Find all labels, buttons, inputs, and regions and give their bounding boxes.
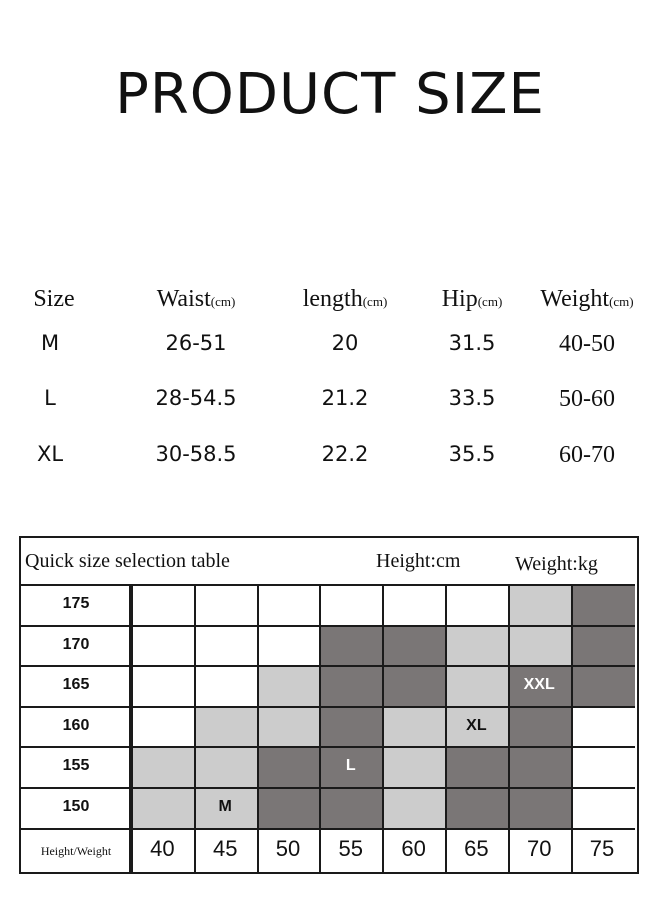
- weight-col-label: 55: [338, 835, 364, 861]
- size-label-m: M: [218, 798, 232, 815]
- size-grid-cell: [445, 746, 510, 789]
- header-label: Hip: [441, 286, 478, 312]
- size-grid-cell: [445, 665, 510, 708]
- size-grid-cell: [445, 625, 510, 668]
- header-unit: (cm): [477, 294, 503, 309]
- size-label-l: L: [345, 757, 356, 775]
- size-grid-cell: [508, 787, 573, 830]
- size-grid-cell: [194, 584, 259, 627]
- size-grid-cell: [508, 746, 573, 789]
- row-label-cell: [19, 706, 131, 749]
- size-grid-cell: [382, 665, 447, 708]
- header-size: [33, 286, 74, 313]
- size-cell-weight: 40-50: [559, 331, 615, 357]
- size-cell-length: 21.2: [321, 386, 369, 410]
- height-row-label: 165: [62, 676, 90, 694]
- weight-col-label: 70: [526, 835, 552, 861]
- size-grid-cell: [257, 665, 322, 708]
- size-grid-cell: [257, 787, 322, 830]
- header-weight: [540, 286, 633, 313]
- size-grid-cell: [445, 584, 510, 627]
- quick-table-title: Quick size selection table: [25, 550, 230, 572]
- weight-col-label: 75: [589, 835, 615, 861]
- size-grid-cell: [571, 584, 636, 627]
- quick-size-table: [19, 536, 639, 874]
- size-grid-cell: [319, 584, 384, 627]
- height-row-label: 175: [62, 595, 90, 612]
- size-grid-cell: [131, 706, 196, 749]
- height-row-label: 170: [62, 635, 90, 653]
- row-label-cell: [19, 584, 131, 627]
- weight-col-label: 60: [401, 835, 426, 861]
- size-grid-cell: [382, 706, 447, 749]
- size-grid-cell: [257, 706, 322, 749]
- size-cell-waist: 28-54.5: [155, 386, 237, 410]
- height-row-label: 160: [62, 716, 90, 734]
- height-unit-label: Height:cm: [376, 550, 461, 572]
- weight-col-label: 40: [150, 835, 175, 861]
- size-cell-waist: 30-58.5: [155, 442, 237, 466]
- header-label: Waist: [156, 286, 211, 312]
- header-waist: [157, 286, 236, 313]
- page-title: PRODUCT SIZE: [115, 62, 545, 127]
- size-grid-cell: [319, 787, 384, 830]
- size-grid-cell: [257, 746, 322, 789]
- size-cell-size: L: [44, 386, 56, 410]
- size-grid-cell: [571, 625, 636, 668]
- header-label: length: [302, 286, 363, 312]
- size-grid-cell: [571, 706, 636, 749]
- row-label-cell: [19, 787, 131, 830]
- size-cell-hip: 35.5: [448, 442, 496, 466]
- size-grid-cell: [508, 625, 573, 668]
- corner-label: Height/Weight: [40, 843, 112, 858]
- size-grid-cell: [131, 665, 196, 708]
- size-grid-cell: [257, 584, 322, 627]
- weight-col-label: 45: [212, 835, 238, 861]
- size-grid-cell: [131, 787, 196, 830]
- header-unit: (cm): [362, 294, 388, 309]
- size-grid-cell: [508, 706, 573, 749]
- weight-col-label: 50: [275, 835, 301, 861]
- size-grid-cell: [257, 625, 322, 668]
- header-label: Size: [33, 286, 75, 312]
- size-grid-cell: [194, 706, 259, 749]
- size-cell-size: XL: [36, 442, 64, 466]
- height-row-label: 150: [62, 798, 90, 815]
- size-cell-weight: 50-60: [559, 386, 615, 412]
- size-grid-cell: [194, 665, 259, 708]
- size-grid-cell: [194, 625, 259, 668]
- size-grid-cell: [382, 746, 447, 789]
- size-cell-weight: 60-70: [559, 442, 615, 468]
- row-label-cell: [19, 746, 131, 789]
- size-cell-length: 20: [331, 331, 359, 355]
- size-grid-cell: [319, 665, 384, 708]
- size-cell-hip: 31.5: [448, 331, 496, 355]
- size-grid-cell: [382, 584, 447, 627]
- row-label-cell: [19, 665, 131, 708]
- size-grid-cell: [508, 584, 573, 627]
- size-cell-size: M: [40, 331, 60, 355]
- header-unit: (cm): [609, 294, 634, 309]
- size-grid-cell: [571, 665, 636, 708]
- size-grid-cell: [131, 746, 196, 789]
- size-cell-hip: 33.5: [448, 386, 496, 410]
- weight-col-label: 65: [464, 835, 489, 861]
- header-label: Weight: [540, 286, 610, 312]
- size-grid-cell: [131, 584, 196, 627]
- size-grid-cell: [445, 787, 510, 830]
- header-unit: (cm): [210, 294, 236, 309]
- size-grid-cell: [382, 787, 447, 830]
- size-cell-waist: 26-51: [165, 331, 227, 355]
- size-grid-cell: [382, 625, 447, 668]
- size-grid-cell: [319, 706, 384, 749]
- header-hip: [442, 286, 503, 313]
- header-length: [303, 286, 388, 313]
- size-label-xl: XL: [466, 716, 487, 734]
- size-grid-cell: [319, 625, 384, 668]
- size-grid-cell: [571, 746, 636, 789]
- weight-unit-label: Weight:kg: [515, 553, 598, 575]
- size-grid-cell: [571, 787, 636, 830]
- size-label-xxl: XXL: [523, 676, 555, 694]
- size-grid-cell: [131, 625, 196, 668]
- size-grid-cell: [194, 746, 259, 789]
- size-cell-length: 22.2: [321, 442, 369, 466]
- height-row-label: 155: [62, 757, 90, 775]
- row-label-cell: [19, 625, 131, 668]
